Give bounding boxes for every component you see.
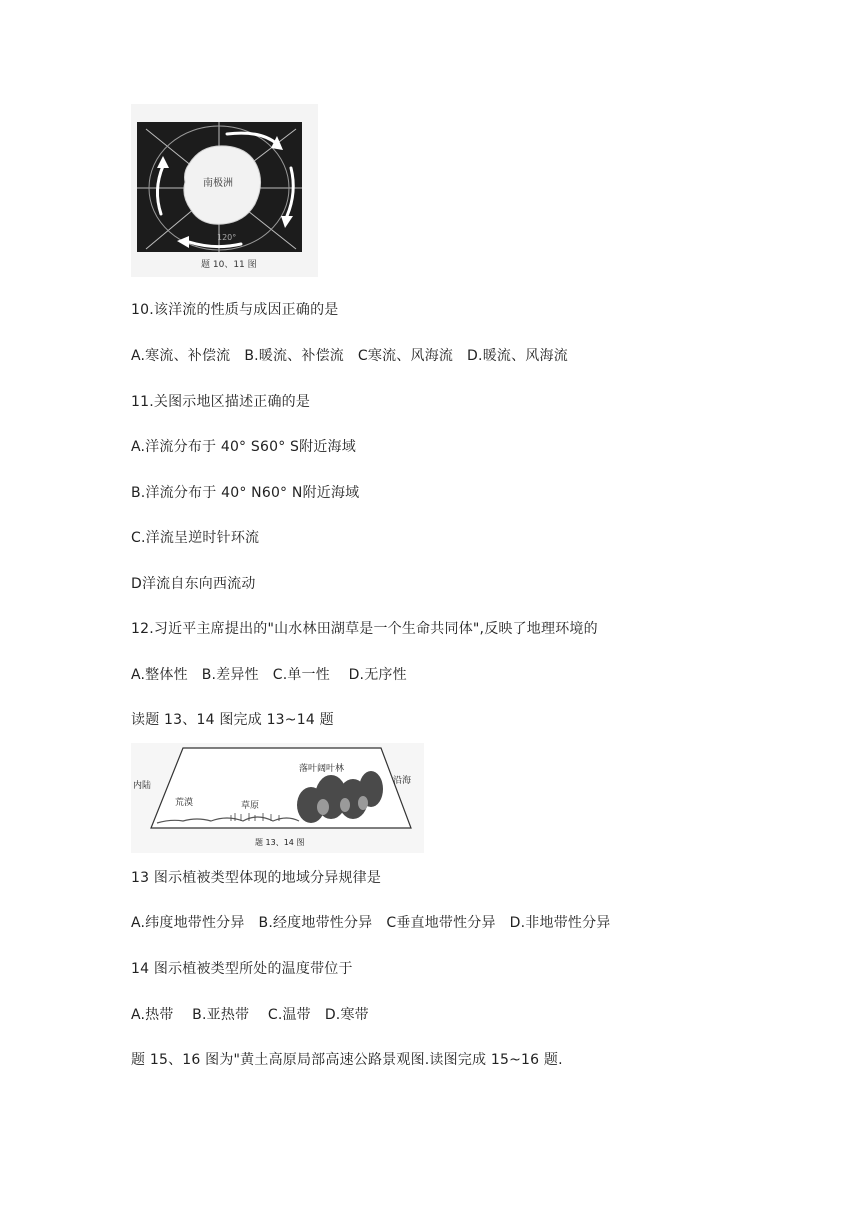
question-11-option-a: A.洋流分布于 40° S60° S附近海域 (131, 439, 356, 455)
label-coast: 沿海 (393, 776, 412, 786)
figure-caption: 题 13、14 图 (255, 838, 305, 847)
vegetation-transect (131, 743, 424, 853)
figure-15-16-intro: 题 15、16 图为"黄土高原局部高速公路景观图.读图完成 15~16 题. (131, 1052, 563, 1068)
label-inland: 内陆 (133, 781, 152, 791)
question-13-options: A.纬度地带性分异 B.经度地带性分异 C垂直地带性分异 D.非地带性分异 (131, 915, 611, 931)
question-14-options: A.热带 B.亚热带 C.温带 D.寒带 (131, 1007, 369, 1023)
label-forest: 落叶阔叶林 (299, 764, 345, 774)
question-12-stem: 12.习近平主席提出的"山水林田湖草是一个生命共同体",反映了地理环境的 (131, 621, 598, 637)
question-11-option-b: B.洋流分布于 40° N60° N附近海域 (131, 485, 360, 501)
longitude-label: 120° (217, 233, 237, 242)
antarctic-map (131, 104, 318, 277)
continent-label: 南极洲 (203, 178, 233, 189)
label-grassland: 草原 (241, 801, 260, 811)
question-13-stem: 13 图示植被类型体现的地域分异规律是 (131, 870, 382, 886)
question-14-stem: 14 图示植被类型所处的温度带位于 (131, 961, 353, 977)
vegetation-transect-figure (131, 743, 424, 853)
antarctic-current-figure (131, 104, 318, 277)
figure-caption: 题 10、11 图 (201, 260, 257, 270)
figure-13-14-intro: 读题 13、14 图完成 13~14 题 (131, 712, 334, 728)
question-11-stem: 11.关图示地区描述正确的是 (131, 394, 311, 410)
question-12-options: A.整体性 B.差异性 C.单一性 D.无序性 (131, 667, 407, 683)
question-11-option-d: D洋流自东向西流动 (131, 576, 256, 592)
label-desert: 荒漠 (175, 798, 194, 808)
question-10-options: A.寒流、补偿流 B.暖流、补偿流 C寒流、风海流 D.暖流、风海流 (131, 348, 568, 364)
question-10-stem: 10.该洋流的性质与成因正确的是 (131, 302, 339, 318)
question-11-option-c: C.洋流呈逆时针环流 (131, 530, 260, 546)
